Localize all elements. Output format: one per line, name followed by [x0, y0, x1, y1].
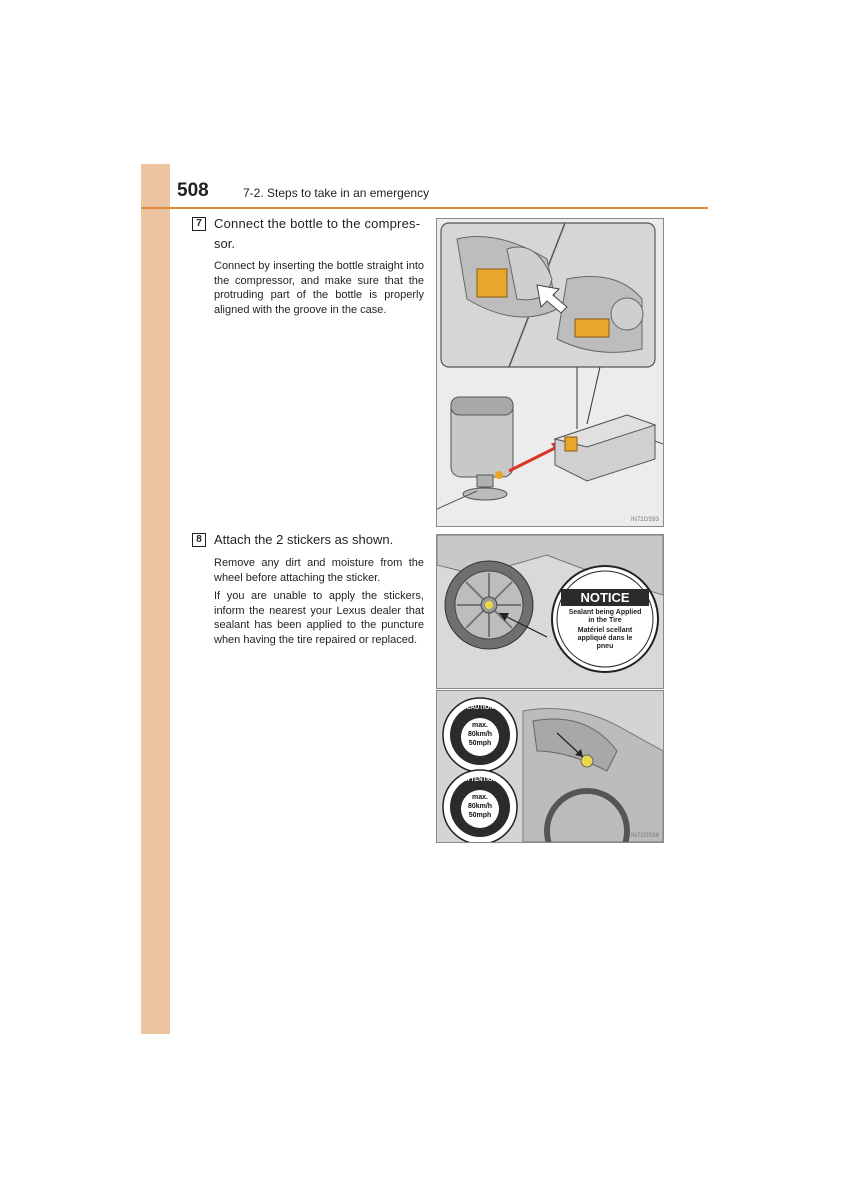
caution-label: CAUTION: [466, 705, 494, 711]
step-8-body: [214, 556, 424, 651]
caution-mph: 50mph: [468, 740, 492, 747]
figure-3-code: IN72GS98: [630, 833, 659, 839]
step-7-body: [214, 259, 424, 321]
step-number-8: 8: [192, 533, 206, 547]
step-7-paragraph: Connect by inserting the bottle straight into the compressor, and make sure that the protruding part of the bottle is properly aligned with the groove in the case.: [214, 260, 424, 316]
notice-line-1: Sealant being Applied: [568, 609, 642, 616]
caution-max: max.: [472, 722, 488, 729]
step-7-title-line1: Connect the bottle to the compres-: [214, 216, 421, 231]
section-title: 7-2. Steps to take in an emergency: [243, 186, 430, 200]
step-number-7: 7: [192, 217, 206, 231]
notice-title: NOTICE: [580, 590, 630, 605]
figure-bottle-compressor: [436, 218, 664, 527]
attention-max: max.: [472, 794, 488, 801]
attention-sticker-values: [462, 793, 498, 820]
step-8-paragraph-2: If you are unable to apply the stickers, inform the nearest your Lexus dealer that sealant has been applied to the puncture when having the tire repaired or replaced.: [214, 590, 424, 646]
step-7-title: [214, 214, 426, 254]
header-tab-block: [141, 164, 170, 209]
figure-1-code: IN72GS93: [630, 517, 659, 523]
header-rule: [141, 207, 708, 209]
bottle-compressor-illustration: [437, 219, 663, 526]
page-number: 508: [177, 180, 209, 201]
step-8-title: Attach the 2 stickers as shown.: [214, 532, 394, 547]
step-8-paragraph-1: Remove any dirt and moisture from the wheel before attaching the sticker.: [214, 557, 424, 584]
chapter-tab: [141, 164, 170, 1034]
figure-wheel-notice: [436, 534, 664, 689]
figure-speed-stickers: [436, 690, 664, 843]
notice-line-4: appliqué dans le: [577, 635, 633, 642]
attention-kmh: 80km/h: [467, 803, 493, 810]
attention-mph: 50mph: [468, 812, 492, 819]
step-7-title-line2: sor.: [214, 236, 235, 251]
page-header: [141, 164, 708, 209]
notice-line-5: pneu: [596, 643, 614, 650]
notice-line-2: in the Tire: [588, 617, 622, 624]
caution-kmh: 80km/h: [467, 731, 493, 738]
notice-sticker-text: [561, 609, 649, 651]
notice-line-3: Matériel scellant: [577, 627, 633, 634]
caution-sticker-values: [462, 721, 498, 748]
attention-label: ATTENTION: [463, 777, 497, 783]
